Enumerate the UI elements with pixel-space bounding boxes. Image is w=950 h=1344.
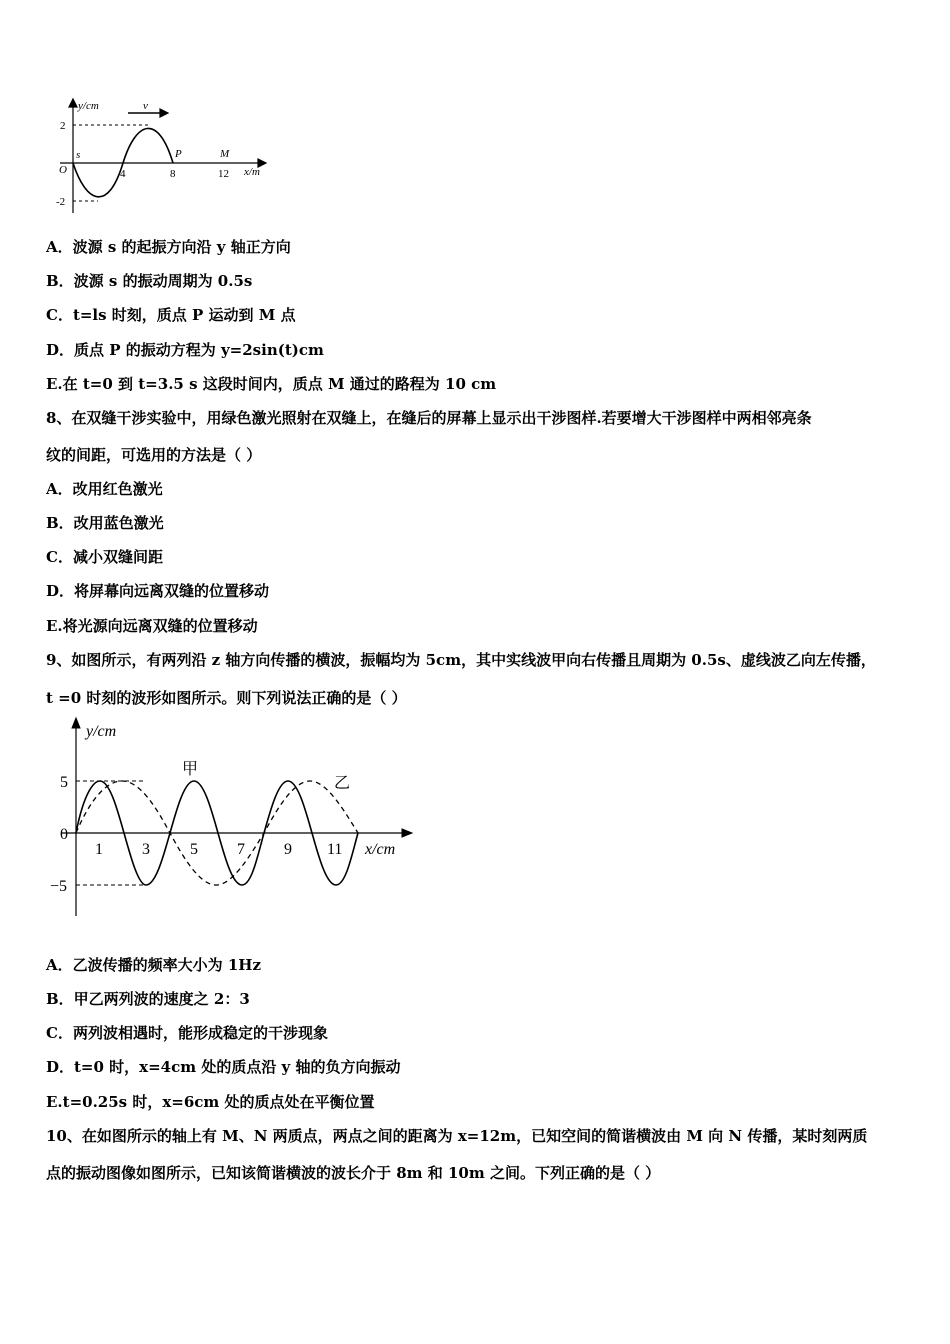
q9-option-b: B．甲乙两列波的速度之 2：3 [46, 990, 250, 1008]
fig1-origin-label: O [59, 164, 67, 176]
fig1-y-tick-2: 2 [60, 120, 66, 132]
q7-option-d: D．质点 P 的振动方程为 y=2sin(t)cm [46, 341, 324, 359]
fig1-x-tick-4: 4 [120, 168, 126, 180]
fig2-x-tick-3: 3 [142, 841, 150, 858]
fig1-y-arrow [69, 99, 77, 107]
q7-option-e: E.在 t=0 到 t=3.5 s 这段时间内，质点 M 通过的路程为 10 cm [46, 375, 497, 393]
fig2-y-arrow [72, 718, 80, 728]
fig2-wave-jia-label: 甲 [182, 761, 199, 778]
fig1-point-m: M [220, 148, 230, 160]
fig2-origin-label: 0 [60, 826, 68, 843]
fig2-x-tick-7: 7 [237, 841, 245, 858]
q9-stem-line2: t =0 时刻的波形如图所示。则下列说法正确的是（ ） [46, 689, 407, 707]
fig2-x-tick-1: 1 [95, 841, 103, 858]
q9-option-e: E.t=0.25s 时，x=6cm 处的质点处在平衡位置 [46, 1093, 375, 1111]
fig1-source-label: s [76, 149, 81, 161]
q8-option-b: B．改用蓝色激光 [46, 514, 164, 532]
velocity-arrow-head [160, 109, 168, 117]
q8-stem-line1: 8、在双缝干涉实验中，用绿色激光照射在双缝上，在缝后的屏幕上显示出干涉图样.若要增大干涉图样中两相邻亮条 [46, 409, 812, 427]
q7-option-c: C．t=ls 时刻，质点 P 运动到 M 点 [46, 306, 296, 324]
fig1-y-tick-neg2: -2 [56, 196, 66, 208]
wave-figure-2 [50, 712, 420, 922]
fig2-y-tick-5: 5 [60, 774, 68, 791]
q9-option-a: A．乙波传播的频率大小为 1Hz [46, 956, 261, 974]
q10-stem-line1: 10、在如图所示的轴上有 M、N 两质点，两点之间的距离为 x=12m，已知空间的简谐横波由 M 向 N 传播，某时刻两质 [46, 1127, 868, 1145]
wave-figure-1 [50, 95, 280, 220]
fig2-y-axis-label: y/cm [86, 723, 117, 740]
fig2-wave-yi-label: 乙 [334, 775, 351, 792]
q8-option-c: C．减小双缝间距 [46, 548, 163, 566]
q10-stem-line2: 点的振动图像如图所示，已知该简谐横波的波长介于 8m 和 10m 之间。下列正确的是（ ） [46, 1164, 661, 1182]
fig2-x-arrow [402, 829, 412, 837]
q8-option-e: E.将光源向远离双缝的位置移动 [46, 617, 258, 635]
q9-option-c: C．两列波相遇时，能形成稳定的干涉现象 [46, 1024, 328, 1042]
fig2-y-tick-neg5: −5 [50, 878, 68, 895]
fig1-y-axis-label: y/cm [78, 100, 99, 112]
q8-option-a: A．改用红色激光 [46, 480, 163, 498]
fig2-x-tick-11: 11 [327, 841, 343, 858]
fig2-x-tick-5: 5 [190, 841, 198, 858]
fig1-x-tick-12: 12 [218, 168, 229, 180]
q9-option-d: D．t=0 时，x=4cm 处的质点沿 y 轴的负方向振动 [46, 1058, 401, 1076]
q7-option-b: B．波源 s 的振动周期为 0.5s [46, 272, 253, 290]
fig2-x-axis-label: x/cm [365, 841, 396, 858]
q8-stem-line2: 纹的间距，可选用的方法是（ ） [46, 446, 262, 464]
fig1-velocity-label: v [143, 100, 148, 112]
q9-stem-line1: 9、如图所示，有两列沿 z 轴方向传播的横波，振幅均为 5cm，其中实线波甲向右传播且周期为 0.5s、虚线波乙向左传播， [46, 651, 876, 669]
q8-option-d: D．将屏幕向远离双缝的位置移动 [46, 582, 270, 600]
fig1-x-tick-8: 8 [170, 168, 176, 180]
fig2-x-tick-9: 9 [284, 841, 292, 858]
fig1-x-axis-label: x/m [244, 166, 260, 178]
fig1-point-p: P [175, 148, 182, 160]
q7-option-a: A．波源 s 的起振方向沿 y 轴正方向 [46, 238, 291, 256]
